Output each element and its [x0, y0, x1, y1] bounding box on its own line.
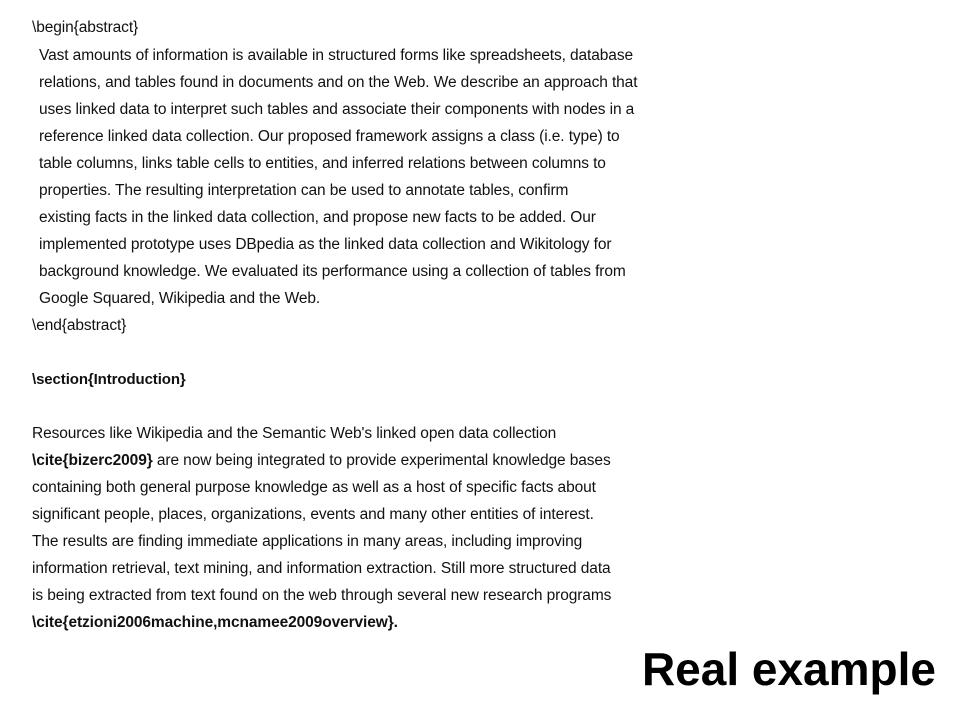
abstract-line: properties. The resulting interpretation can be used to annotate tables, confirm [39, 182, 569, 199]
caption-real-example: Real example [641, 643, 936, 695]
section-heading: \section{Introduction} [32, 371, 186, 388]
citation-etzioni-mcnamee: \cite{etzioni2006machine,mcnamee2009overview}. [32, 614, 398, 631]
abstract-line: Google Squared, Wikipedia and the Web. [39, 290, 321, 307]
abstract-line: table columns, links table cells to entities, and inferred relations between columns to [39, 155, 606, 172]
intro-line-with-cite [32, 451, 611, 471]
intro-line: Resources like Wikipedia and the Semantic Web's linked open data collection [32, 425, 557, 442]
intro-line: significant people, places, organizations, events and many other entities of interest. [32, 506, 594, 523]
abstract-line: uses linked data to interpret such tables and associate their components with nodes in a [39, 101, 635, 118]
abstract-line: Vast amounts of information is available in structured forms like spreadsheets, database [39, 47, 633, 64]
intro-line-rest: are now being integrated to provide experimental knowledge bases [152, 452, 611, 469]
abstract-line: implemented prototype uses DBpedia as the linked data collection and Wikitology for [39, 236, 612, 253]
abstract-line: relations, and tables found in documents and on the Web. We describe an approach that [39, 74, 638, 91]
intro-line: containing both general purpose knowledge as well as a host of specific facts about [32, 479, 596, 496]
intro-line: information retrieval, text mining, and information extraction. Still more structured data [32, 560, 611, 577]
abstract-begin: \begin{abstract} [32, 19, 139, 36]
intro-line: is being extracted from text found on the web through several new research programs [32, 587, 612, 604]
abstract-line: background knowledge. We evaluated its performance using a collection of tables from [39, 263, 626, 280]
abstract-end: \end{abstract} [32, 317, 127, 334]
intro-line: The results are finding immediate applications in many areas, including improving [32, 533, 583, 550]
abstract-line: reference linked data collection. Our proposed framework assigns a class (i.e. type) to [39, 128, 620, 145]
abstract-line: existing facts in the linked data collection, and propose new facts to be added. Our [39, 209, 596, 226]
citation-bizerc2009: \cite{bizerc2009} [32, 452, 153, 469]
